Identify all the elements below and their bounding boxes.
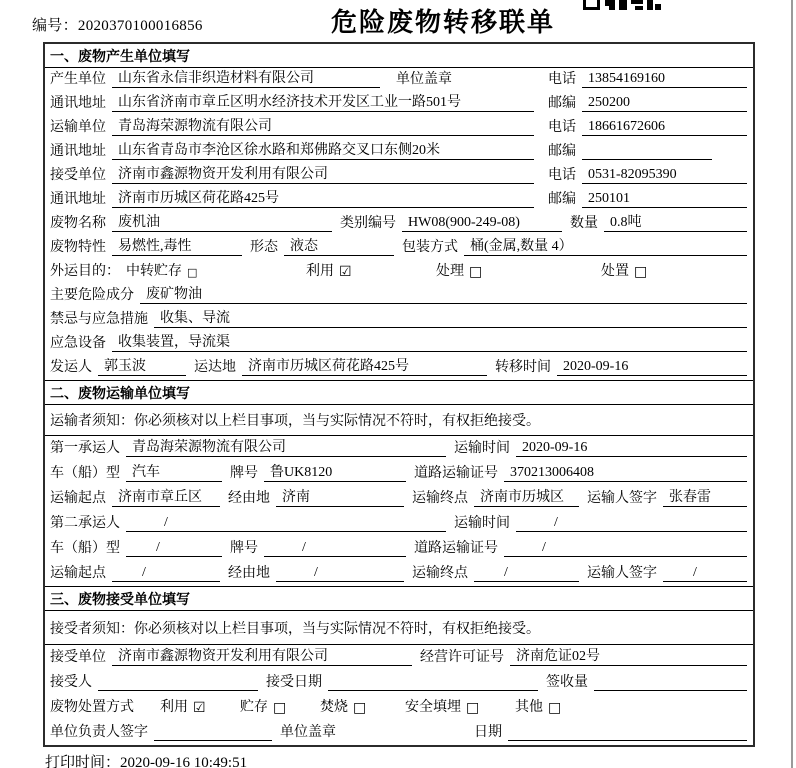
carrier2-time-label: 运输时间 (454, 516, 510, 531)
receiver-address-label: 通讯地址 (50, 192, 106, 207)
row-producer-address-left (50, 91, 548, 112)
row-transporter-address (45, 140, 753, 164)
producer-address-label: 通讯地址 (50, 96, 106, 111)
vehicle2-permit-value: / (504, 540, 747, 557)
checkbox-disposal-other: □ (548, 700, 562, 716)
row-disposal-method (45, 695, 753, 720)
row-producer-address (45, 92, 753, 116)
transporter-phone-label: 电话 (548, 120, 576, 135)
transporter-unit-value: 青岛海荣源物流有限公司 (112, 115, 534, 136)
row-waste-traits (45, 236, 753, 260)
transporter-notice: 运输者须知：你必须核对以上栏目事项，当与实际情况不符时，有权拒绝接受。 (45, 405, 753, 436)
row-taboo-measures (45, 308, 753, 332)
row-carrier2 (45, 511, 753, 536)
waste-name-label: 废物名称 (50, 216, 106, 231)
receiving-unit-value: 济南市鑫源物资开发利用有限公司 (112, 645, 412, 666)
waste-form-value: 液态 (284, 235, 394, 256)
carrier2-label: 第二承运人 (50, 516, 120, 531)
row-producer-left (50, 67, 548, 88)
section-transporter (45, 380, 753, 586)
route2-end-value: / (474, 565, 579, 582)
producer-phone-value: 13854169160 (582, 71, 747, 88)
window-edge-line (791, 0, 793, 768)
disposal-method-label: 废物处置方式 (50, 700, 134, 715)
purpose-transfer-storage-label: 中转贮存 (126, 264, 182, 279)
receiver-seal-label: 单位盖章 (280, 725, 336, 740)
destination-value: 济南市历城区荷花路425号 (242, 355, 487, 376)
row-route1 (45, 486, 753, 511)
purpose-dispose-label: 处置 (601, 264, 629, 279)
vehicle1-type-value: 汽车 (126, 461, 222, 482)
carrier1-label: 第一承运人 (50, 441, 120, 456)
vehicle1-type-label: 车（船）型 (50, 466, 120, 481)
row-transporter-address-left (50, 139, 548, 160)
receiver-unit-value: 济南市鑫源物资开发利用有限公司 (112, 163, 534, 184)
received-qty-value (594, 690, 747, 691)
transporter-address-value: 山东省青岛市李沧区徐水路和郑佛路交叉口东侧20米 (112, 139, 534, 160)
row-hazard-components (45, 284, 753, 308)
disposal-option-other (515, 696, 561, 716)
receiver-zip-value: 250101 (582, 191, 747, 208)
carrier1-value: 青岛海荣源物流有限公司 (126, 436, 446, 457)
purpose-option-treat (436, 260, 601, 280)
waste-form-label: 形态 (250, 240, 278, 255)
waste-category-value: HW08(900-249-08) (402, 215, 562, 232)
doc-number-label: 编号： (32, 18, 78, 34)
row-emergency-equipment (45, 332, 753, 356)
checkbox-disposal-utilize: ☑ (193, 700, 206, 716)
route2-sign-value: / (663, 565, 747, 582)
waste-name-value: 废机油 (112, 211, 332, 232)
disposal-option-utilize (160, 696, 240, 716)
receiving-unit-label: 接受单位 (50, 650, 106, 665)
vehicle2-plate-value: / (264, 540, 406, 557)
row-receiving-person (45, 670, 753, 695)
producer-unit-label: 产生单位 (50, 72, 106, 87)
hazard-components-value: 废矿物油 (140, 283, 747, 304)
packing-value: 桶(金属,数量 4） (464, 235, 747, 256)
transfer-time-value: 2020-09-16 (557, 359, 747, 376)
row-transporter-left (50, 115, 548, 136)
emergency-equipment-value: 收集装置，导流渠 (112, 331, 747, 352)
route1-end-label: 运输终点 (412, 491, 468, 506)
receiving-person-label: 接受人 (50, 675, 92, 690)
producer-phone-label: 电话 (548, 72, 576, 87)
route1-start-label: 运输起点 (50, 491, 106, 506)
row-responsible-sign (45, 720, 753, 745)
checkbox-treat: □ (469, 264, 483, 280)
disposal-option-landfill (405, 696, 515, 716)
route2-sign-label: 运输人签字 (587, 566, 657, 581)
dispatcher-label: 发运人 (50, 360, 92, 375)
transporter-zip-value (582, 159, 712, 160)
vehicle2-permit-label: 道路运输证号 (414, 541, 498, 556)
waste-qty-value: 0.8吨 (604, 211, 747, 232)
transfer-purpose-label: 外运目的： (50, 264, 120, 279)
producer-zip-value: 250200 (582, 95, 747, 112)
disposal-option-incinerate (320, 696, 405, 716)
page-title: 危险废物转移联单 (330, 7, 555, 37)
row-carrier1 (45, 436, 753, 461)
carrier2-value: / (126, 515, 446, 532)
waste-traits-value: 易燃性,毒性 (112, 235, 242, 256)
transporter-zip-label: 邮编 (548, 144, 576, 159)
destination-label: 运达地 (194, 360, 236, 375)
taboo-measures-value: 收集、导流 (154, 307, 747, 328)
route1-end-value: 济南市历城区 (474, 486, 579, 507)
route2-via-value: / (276, 565, 404, 582)
disposal-store-label: 贮存 (240, 700, 268, 715)
purpose-option-utilize (306, 260, 436, 280)
receiving-date-label: 接受日期 (266, 675, 322, 690)
hazard-components-label: 主要危险成分 (50, 288, 134, 303)
transfer-time-label: 转移时间 (495, 360, 551, 375)
section-producer-title: 一、废物产生单位填写 (45, 44, 753, 68)
purpose-option-transfer-storage (126, 260, 306, 280)
received-qty-label: 签收量 (546, 675, 588, 690)
route1-via-label: 经由地 (228, 491, 270, 506)
disposal-other-label: 其他 (515, 700, 543, 715)
transporter-phone-value: 18661672606 (582, 119, 747, 136)
row-transfer-purpose (45, 260, 753, 284)
qr-code-fragment-icon (583, 0, 661, 10)
packing-label: 包装方式 (402, 240, 458, 255)
receiver-unit-label: 接受单位 (50, 168, 106, 183)
section-receiver-title: 三、废物接受单位填写 (45, 587, 753, 611)
checkbox-transfer-storage: □ (187, 266, 198, 279)
receiver-address-value: 济南市历城区荷花路425号 (112, 187, 534, 208)
waste-traits-label: 废物特性 (50, 240, 106, 255)
section-producer (45, 44, 753, 380)
receive-date-label: 日期 (474, 725, 502, 740)
producer-zip-label: 邮编 (548, 96, 576, 111)
vehicle2-plate-label: 牌号 (230, 541, 258, 556)
section-receiver (45, 586, 753, 745)
receiver-phone-label: 电话 (548, 168, 576, 183)
vehicle2-type-label: 车（船）型 (50, 541, 120, 556)
receiver-phone-value: 0531-82095390 (582, 167, 747, 184)
row-route2 (45, 561, 753, 586)
disposal-option-store (240, 696, 320, 716)
route1-sign-value: 张春雷 (663, 486, 747, 507)
disposal-landfill-label: 安全填埋 (405, 700, 461, 715)
transporter-address-label: 通讯地址 (50, 144, 106, 159)
checkbox-dispose: □ (634, 264, 648, 280)
section-transporter-title: 二、废物运输单位填写 (45, 381, 753, 405)
print-time-value: 2020-09-16 10:49:51 (120, 755, 248, 768)
vehicle1-permit-value: 370213006408 (504, 465, 747, 482)
print-timestamp (45, 751, 247, 768)
license-value: 济南危证02号 (510, 645, 747, 666)
receive-date-value (508, 740, 747, 741)
checkbox-disposal-incinerate: □ (353, 700, 367, 716)
purpose-option-dispose (601, 260, 647, 280)
carrier1-time-label: 运输时间 (454, 441, 510, 456)
disposal-utilize-label: 利用 (160, 700, 188, 715)
receiver-notice: 接受者须知：你必须核对以上栏目事项，当与实际情况不符时，有权拒绝接受。 (45, 611, 753, 645)
row-receiver-left (50, 163, 548, 184)
receiving-person-value (98, 690, 258, 691)
receiving-date-value (328, 690, 538, 691)
route2-via-label: 经由地 (228, 566, 270, 581)
vehicle1-permit-label: 道路运输证号 (414, 466, 498, 481)
disposal-incinerate-label: 焚烧 (320, 700, 348, 715)
responsible-sign-label: 单位负责人签字 (50, 725, 148, 740)
transporter-unit-label: 运输单位 (50, 120, 106, 135)
producer-unit-value: 山东省永信非织造材料有限公司 (112, 67, 380, 88)
row-receiver-address (45, 188, 753, 212)
route1-start-value: 济南市章丘区 (112, 486, 220, 507)
taboo-measures-label: 禁忌与应急措施 (50, 312, 148, 327)
checkbox-disposal-store: □ (273, 700, 287, 716)
responsible-sign-value (154, 740, 272, 741)
row-receiving-unit (45, 645, 753, 670)
row-producer-unit (45, 68, 753, 92)
carrier1-time-value: 2020-09-16 (516, 440, 747, 457)
license-label: 经营许可证号 (420, 650, 504, 665)
unit-seal-label: 单位盖章 (396, 72, 452, 87)
doc-number-value: 2020370100016856 (77, 18, 203, 34)
print-time-label: 打印时间： (45, 755, 121, 768)
route2-start-value: / (112, 565, 220, 582)
row-vehicle2 (45, 536, 753, 561)
checkbox-utilize: ☑ (339, 264, 352, 280)
vehicle1-plate-value: 鲁UK8120 (264, 461, 406, 482)
manifest-form-table (43, 42, 755, 747)
vehicle1-plate-label: 牌号 (230, 466, 258, 481)
row-receiver-address-left (50, 187, 548, 208)
purpose-utilize-label: 利用 (306, 264, 334, 279)
row-receiver-unit (45, 164, 753, 188)
row-vehicle1 (45, 461, 753, 486)
dispatcher-value: 郭玉波 (98, 355, 186, 376)
waste-qty-label: 数量 (570, 216, 598, 231)
route2-end-label: 运输终点 (412, 566, 468, 581)
carrier2-time-value: / (516, 515, 747, 532)
row-dispatch (45, 356, 753, 380)
purpose-treat-label: 处理 (436, 264, 464, 279)
row-waste-name (45, 212, 753, 236)
route2-start-label: 运输起点 (50, 566, 106, 581)
waste-category-label: 类别编号 (340, 216, 396, 231)
route1-sign-label: 运输人签字 (587, 491, 657, 506)
emergency-equipment-label: 应急设备 (50, 336, 106, 351)
row-transporter-unit (45, 116, 753, 140)
receiver-zip-label: 邮编 (548, 192, 576, 207)
vehicle2-type-value: / (126, 540, 222, 557)
producer-address-value: 山东省济南市章丘区明水经济技术开发区工业一路501号 (112, 91, 534, 112)
route1-via-value: 济南 (276, 486, 404, 507)
checkbox-disposal-landfill: □ (466, 700, 480, 716)
